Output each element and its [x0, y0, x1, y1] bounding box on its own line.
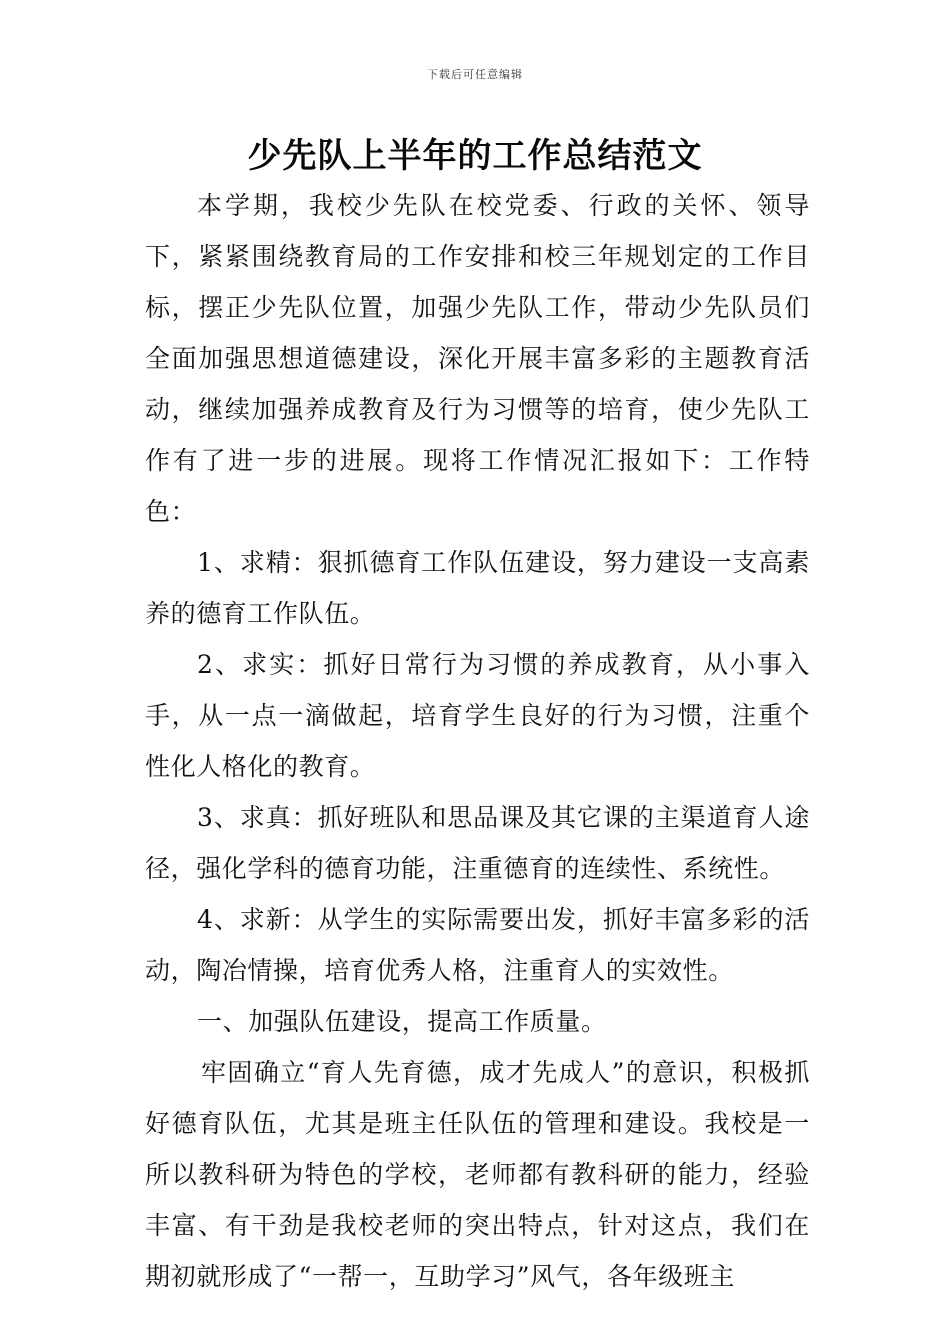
document-body: [145, 180, 810, 1302]
paragraph-feature-3: 3、求真：抓好班队和思品课及其它课的主渠道育人途径，强化学科的德育功能，注重德育的连续性、系统性。: [145, 803, 810, 883]
section-heading-1: 一、加强队伍建设，提高工作质量。: [197, 1007, 607, 1036]
paragraph-feature-1: 1、求精：狠抓德育工作队伍建设，努力建设一支高素养的德育工作队伍。: [145, 548, 810, 628]
paragraph-section-1: 牢固确立“育人先育德，成才先成人”的意识，积极抓好德育队伍，尤其是班主任队伍的管理和建设。我校是一所以教科研为特色的学校，老师都有教科研的能力，经验丰富、有干劲是我校老师的突出特点，针对这点，我们在期初就形成了“一帮一，互助学习”风气，各年级班主: [145, 1058, 810, 1291]
paragraph-intro: 本学期，我校少先队在校党委、行政的关怀、领导下，紧紧围绕教育局的工作安排和校三年规划定的工作目标，摆正少先队位置，加强少先队工作，带动少先队员们全面加强思想道德建设，深化开展丰富多彩的主题教育活动，继续加强养成教育及行为习惯等的培育，使少先队工作有了进一步的进展。现将工作情况汇报如下：工作特色：: [145, 191, 810, 526]
document-title: 少先队上半年的工作总结范文: [247, 136, 703, 176]
paragraph-feature-2: 2、求实：抓好日常行为习惯的养成教育，从小事入手，从一点一滴做起，培育学生良好的行为习惯，注重个性化人格化的教育。: [145, 650, 810, 781]
header-note: 下载后可任意编辑: [427, 68, 523, 81]
paragraph-feature-4: 4、求新：从学生的实际需要出发，抓好丰富多彩的活动，陶冶情操，培育优秀人格，注重育人的实效性。: [145, 905, 810, 985]
